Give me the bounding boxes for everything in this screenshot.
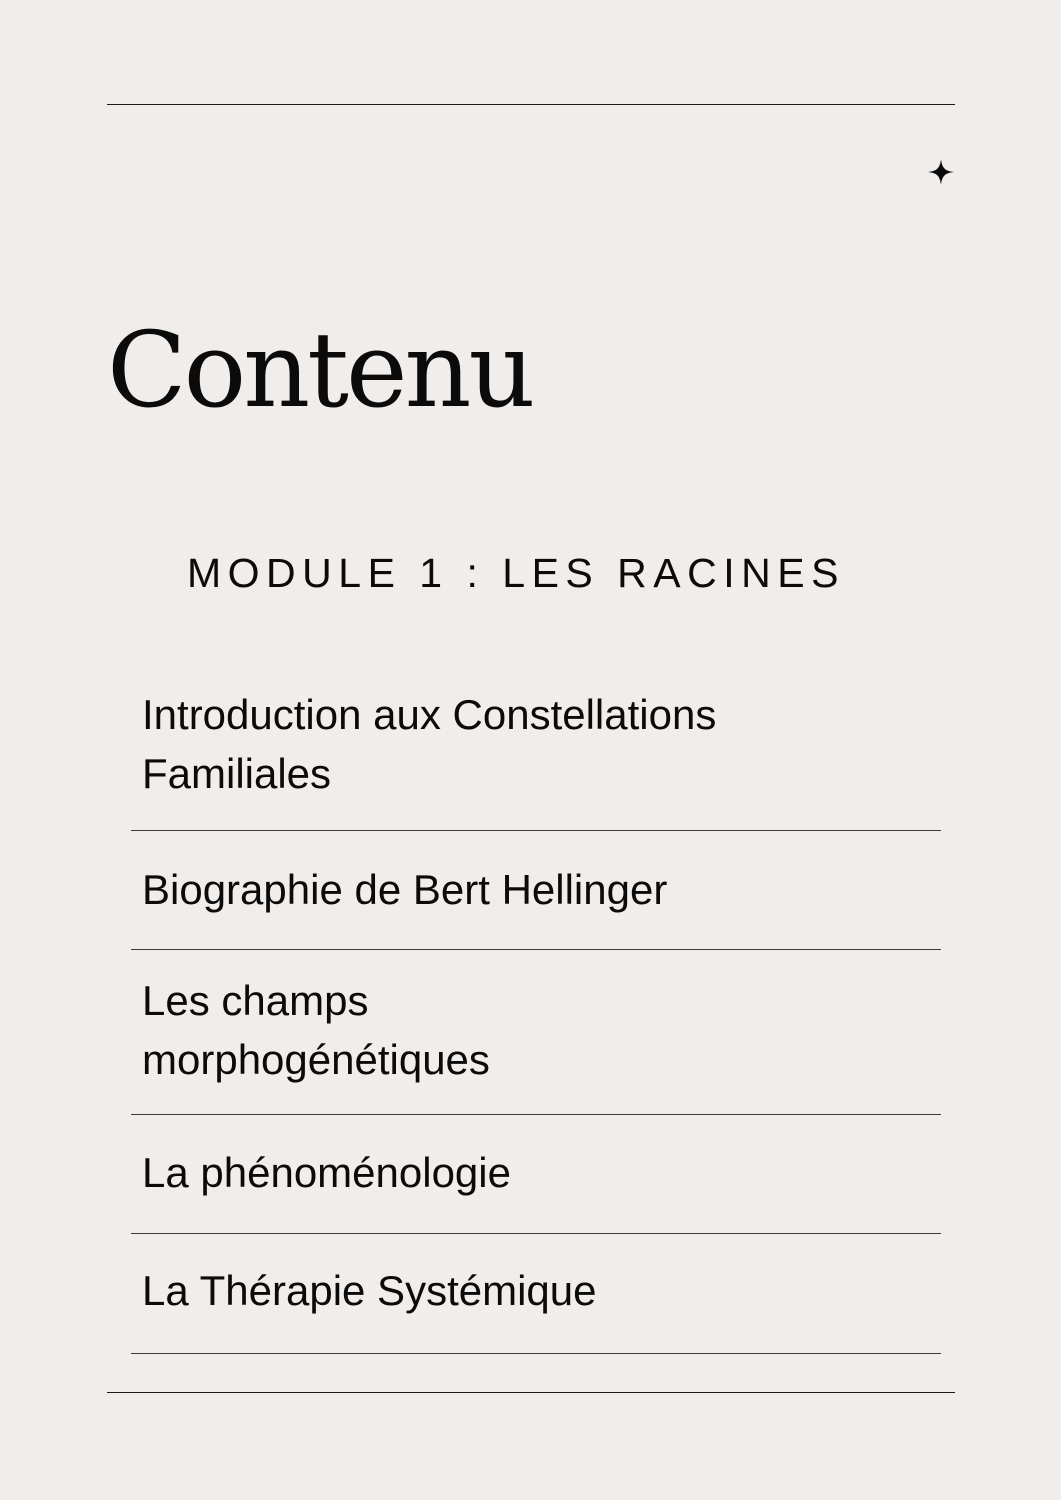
page-title: Contenu — [107, 309, 533, 431]
top-divider — [107, 104, 955, 105]
sparkle-icon — [927, 158, 955, 186]
bottom-divider — [107, 1392, 955, 1393]
lesson-item: Biographie de Bert Hellinger — [131, 831, 941, 950]
lesson-list — [131, 674, 941, 1354]
module-heading: MODULE 1 : LES RACINES — [187, 550, 845, 596]
lesson-item: Les champs morphogénétiques — [131, 950, 941, 1115]
lesson-item: La phénoménologie — [131, 1115, 941, 1234]
lesson-item: La Thérapie Systémique — [131, 1234, 941, 1354]
lesson-item: Introduction aux Constellations Familiales — [131, 674, 941, 831]
